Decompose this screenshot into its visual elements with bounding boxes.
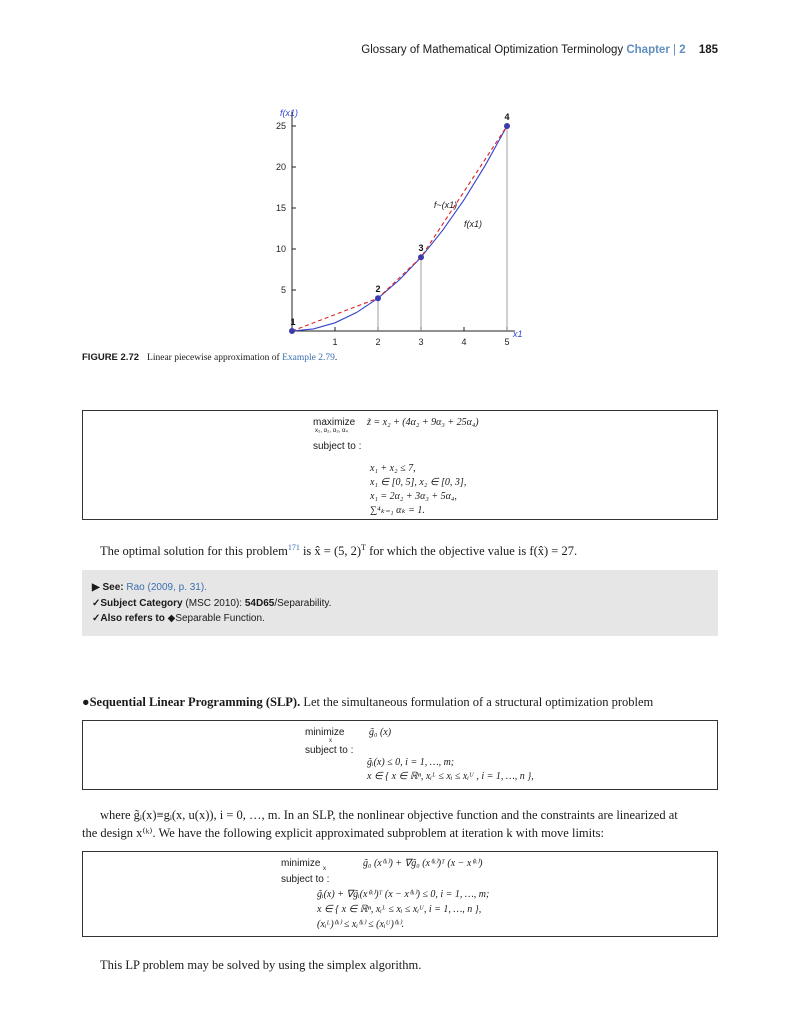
running-header: [361, 44, 718, 56]
subject-to-label: subject to :: [313, 441, 362, 452]
x-axis-label: x1: [513, 329, 523, 339]
x-tick-label: 2: [375, 337, 381, 347]
problem-box-2: [82, 720, 718, 790]
subject-category-line: [92, 598, 331, 609]
see-reference-link[interactable]: Rao (2009, p. 31).: [126, 582, 207, 593]
slp2-constraint-1: g̃ᵢ(x) + ∇g̃ᵢ(x⁽ᵏ⁾)ᵀ (x − x⁽ᵏ⁾) ≤ 0, i = 1, …, m;: [317, 889, 490, 900]
breakpoint-label: 3: [418, 243, 424, 254]
subject-to-label-2: subject to :: [305, 745, 354, 756]
curve-annotation: f~(x1): [433, 200, 458, 210]
x-tick-label: 1: [332, 337, 338, 347]
breakpoint-4: [504, 123, 510, 129]
curve-annotation: f(x1): [464, 218, 482, 229]
constraint-1: x₁ + x₂ ≤ 7,: [370, 463, 416, 474]
optimal-mid: is x̂ = (5, 2): [299, 544, 362, 559]
y-tick-label: 20: [275, 162, 286, 172]
caption-end: .: [334, 353, 338, 363]
caption-example-link[interactable]: Example 2.79: [282, 353, 335, 363]
page-number: 185: [698, 44, 718, 56]
slp2-constraint-3: (xᵢᴸ)⁽ᵏ⁾ ≤ xᵢ⁽ᵏ⁾ ≤ (xᵢᵁ)⁽ᵏ⁾.: [317, 919, 405, 930]
problem-box-3: [82, 851, 718, 937]
subject-code: 54D65: [244, 598, 275, 609]
subject-to-label-3: subject to :: [281, 874, 330, 885]
footnote-ref[interactable]: 171: [287, 543, 300, 552]
slp2-constraint-2: x ∈ { x ∈ ℝⁿ, xᵢᴸ ≤ xᵢ ≤ xᵢᵁ, i = 1, …, n },: [317, 904, 482, 915]
see-also-box: [82, 570, 718, 636]
see-line: [92, 582, 207, 593]
figure-caption: [82, 352, 337, 363]
chapter-label: Chapter: [626, 44, 670, 56]
maximize-subscript: x₂, α₂, α₃, α₄: [315, 428, 348, 434]
also-refers-line: [92, 613, 265, 624]
breakpoint-2: [375, 295, 381, 301]
minimize-label: minimize: [305, 727, 345, 738]
constraint-3: x₁ = 2α₂ + 3α₃ + 5α₄,: [370, 491, 457, 502]
y-tick-label: 5: [280, 285, 286, 295]
breakpoint-label: 2: [375, 284, 381, 295]
figure-chart: [250, 95, 550, 350]
slp-heading: Sequential Linear Programming (SLP).: [89, 695, 301, 709]
y-tick-label: 15: [275, 203, 286, 213]
x-tick-label: 3: [418, 337, 424, 347]
maximize-label: maximize: [313, 417, 356, 428]
book-title: Glossary of Mathematical Optimization Terminology: [361, 44, 624, 56]
closing-text: This LP problem may be solved by using the simplex algorithm.: [100, 958, 422, 972]
subject-end: /Separability.: [274, 598, 332, 609]
where-line-1: where g̃ᵢ(x)≡gᵢ(x, u(x)), i = 0, …, m. In an SLP, the nonlinear objective function and the constraints are linearized at: [100, 808, 678, 822]
constraint-4: ∑⁴ₖ₌₁ αₖ = 1.: [370, 505, 425, 516]
also-prefix: ✓Also refers to: [92, 613, 165, 624]
header-separator: |: [673, 44, 676, 56]
y-axis-label: f(x1): [280, 107, 298, 118]
optimal-solution-text: [100, 543, 577, 559]
x-tick-label: 5: [504, 337, 510, 347]
y-tick-label: 10: [275, 244, 286, 254]
y-tick-label: 25: [275, 121, 286, 131]
transpose-sup: T: [361, 543, 366, 552]
breakpoint-label: 4: [504, 112, 510, 122]
minimize-subscript: x: [329, 738, 332, 744]
see-prefix: ▶ See:: [92, 582, 124, 593]
figure-label: FIGURE 2.72: [82, 352, 140, 363]
objective-3: g̃₀ (x⁽ᵏ⁾) + ∇g̃₀ (x⁽ᵏ⁾)ᵀ (x − x⁽ᵏ⁾): [363, 858, 483, 869]
subject-prefix: ✓Subject Category: [92, 598, 183, 609]
x-tick-label: 4: [461, 337, 467, 347]
minimize-subscript-2: x: [323, 866, 326, 872]
slp-intro-text: Let the simultaneous formulation of a structural optimization problem: [300, 695, 654, 709]
chapter-number: 2: [679, 44, 686, 56]
breakpoint-label: 1: [290, 317, 296, 327]
slp-constraint-1: g̃ᵢ(x) ≤ 0, i = 1, …, m;: [367, 757, 455, 768]
objective-2: g̃₀ (x): [369, 727, 392, 738]
where-line-2: the design x⁽ᵏ⁾. We have the following explicit approximated subproblem at iteration k with move limits:: [82, 826, 604, 840]
slp-intro: [82, 695, 653, 710]
optimal-pre: The optimal solution for this problem: [100, 544, 288, 559]
breakpoint-1: [289, 328, 295, 334]
slp-constraint-2: x ∈ { x ∈ ℝⁿ, xᵢᴸ ≤ xᵢ ≤ xᵢᵁ , i = 1, …, n },: [367, 771, 534, 782]
minimize-label-2: minimize: [281, 858, 321, 869]
subject-mid: (MSC 2010):: [182, 598, 245, 609]
also-end: ◆Separable Function.: [164, 613, 265, 624]
caption-text: Linear piecewise approximation of: [147, 353, 280, 363]
constraint-2: x₁ ∈ [0, 5], x₂ ∈ [0, 3],: [370, 477, 467, 488]
objective-1: z̃ = x₂ + (4α₂ + 9α₃ + 25α₄): [367, 417, 479, 428]
bullet-icon: ●: [82, 695, 90, 709]
breakpoint-3: [418, 254, 424, 260]
optimal-post: for which the objective value is f(x̂) = 27.: [365, 544, 578, 559]
problem-box-1: [82, 410, 718, 520]
